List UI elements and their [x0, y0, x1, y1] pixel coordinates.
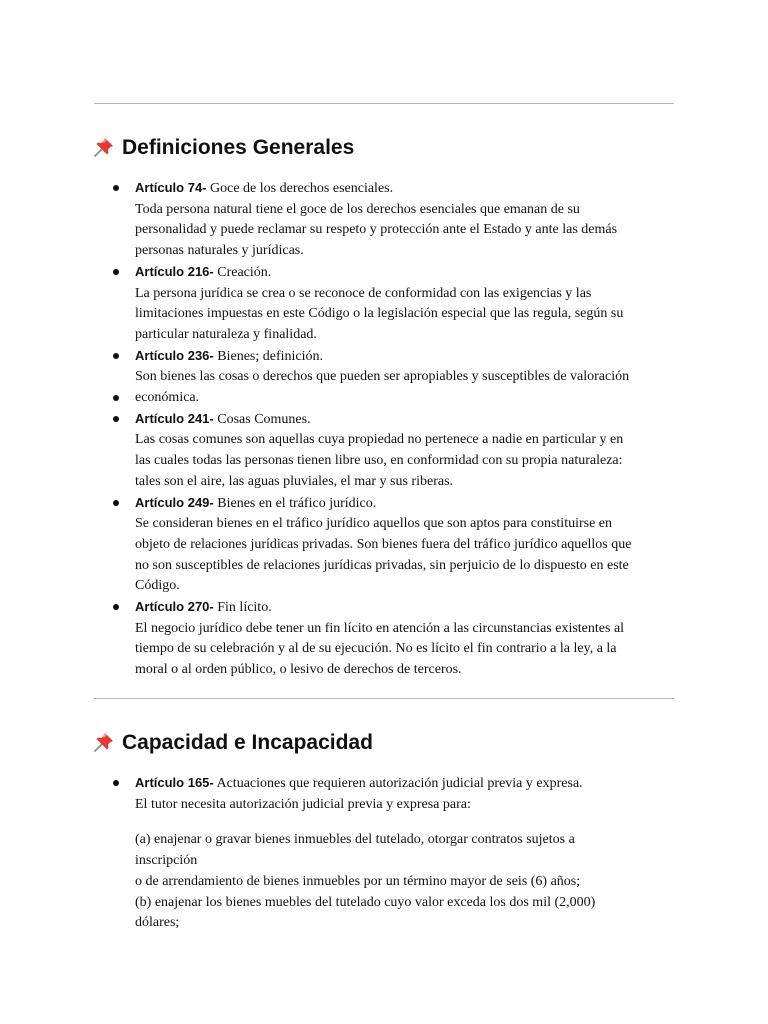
article-number: Artículo 216-	[135, 263, 214, 279]
article-text: Son bienes las cosas o derechos que pueden ser apropiables y susceptibles de valoración	[135, 369, 630, 385]
bullet	[113, 185, 119, 191]
article-number: Artículo 241-	[135, 410, 214, 426]
list-item	[0, 773, 675, 934]
section-title: Capacidad e Incapacidad	[122, 731, 373, 754]
section-heading-definiciones	[92, 135, 354, 161]
article-title: Creación.	[217, 264, 272, 280]
article-text: (b) enajenar los bienes muebles del tutelado cuyo valor exceda los dos mil (2,000)	[135, 894, 596, 910]
section-heading-capacidad	[92, 730, 373, 756]
list-item	[0, 597, 675, 681]
article-text: moral o al orden público, o lesivo de derechos de terceros.	[135, 662, 462, 678]
article-text: El tutor necesita autorización judicial previa y expresa para:	[135, 796, 471, 812]
list-item	[0, 388, 675, 409]
article-number: Artículo 165-	[135, 775, 214, 790]
article-list-capacidad	[0, 773, 768, 934]
bullet	[113, 395, 119, 401]
article-number: Artículo 249-	[135, 494, 214, 510]
article-number: Artículo 236-	[135, 347, 214, 363]
article-list-definiciones	[0, 178, 768, 681]
article-text: Código.	[135, 578, 180, 594]
section-title: Definiciones Generales	[122, 136, 355, 159]
article-text: económica.	[135, 390, 200, 406]
article-text: El negocio jurídico debe tener un fin lícito en atención a las circunstancias existentes al	[135, 620, 625, 636]
article-text: no son susceptibles de relaciones jurídicas privadas, sin perjuicio de lo dispuesto en este	[135, 557, 629, 573]
horizontal-divider	[94, 103, 674, 104]
article-text: (a) enajenar o gravar bienes inmuebles del tutelado, otorgar contratos sujetos a	[135, 832, 575, 848]
article-title: Cosas Comunes.	[217, 411, 311, 427]
article-title: Goce de los derechos esenciales.	[210, 181, 394, 196]
article-number: Artículo 74-	[135, 180, 207, 195]
pushpin-icon	[92, 730, 116, 754]
article-number: Artículo 270-	[135, 599, 214, 615]
article-text: particular naturaleza y finalidad.	[135, 326, 317, 342]
article-text: objeto de relaciones jurídicas privadas. Son bienes fuera del tráfico jurídico aquellos que	[135, 536, 632, 552]
article-text: inscripción	[135, 853, 198, 869]
article-title: Actuaciones que requieren autorización judicial previa y expresa.	[216, 776, 583, 791]
article-text: La persona jurídica se crea o se reconoce de conformidad con las exigencias y las	[135, 285, 592, 301]
article-text: tales son el aire, las aguas pluviales, el mar y sus riberas.	[135, 473, 454, 489]
list-item	[0, 178, 675, 262]
bullet	[113, 269, 119, 275]
list-item	[0, 346, 675, 388]
list-item	[0, 493, 675, 598]
article-text: tiempo de su celebración y al de su ejecución. No es lícito el fin contrario a la ley, a la	[135, 641, 617, 657]
article-text: Se consideran bienes en el tráfico jurídico aquellos que son aptos para constituirse en	[135, 516, 613, 532]
article-text: las cuales todas las personas tienen libre uso, en conformidad con su propia naturaleza:	[135, 453, 623, 469]
article-text: personas naturales y jurídicas.	[135, 243, 304, 259]
bullet	[113, 353, 119, 359]
list-item	[0, 262, 675, 346]
article-text: Las cosas comunes son aquellas cuya propiedad no pertenece a nadie en particular y en	[135, 432, 624, 448]
list-item	[0, 409, 675, 493]
article-title: Bienes en el tráfico jurídico.	[217, 495, 377, 511]
pushpin-icon	[92, 135, 116, 159]
article-title: Bienes; definición.	[217, 348, 324, 364]
article-title: Fin lícito.	[217, 600, 272, 616]
bullet	[113, 780, 119, 786]
article-text: dólares;	[135, 915, 180, 931]
article-text: Toda persona natural tiene el goce de los derechos esenciales que emanan de su	[135, 201, 580, 217]
bullet	[113, 416, 119, 422]
bullet	[113, 500, 119, 506]
article-text: personalidad y puede reclamar su respeto y protección ante el Estado y ante las demás	[135, 222, 618, 238]
horizontal-divider	[94, 698, 674, 699]
article-text: o de arrendamiento de bienes inmuebles por un término mayor de seis (6) años;	[135, 873, 581, 889]
bullet	[113, 604, 119, 610]
article-text: limitaciones impuestas en este Código o la legislación especial que las regula, según su	[135, 306, 624, 322]
